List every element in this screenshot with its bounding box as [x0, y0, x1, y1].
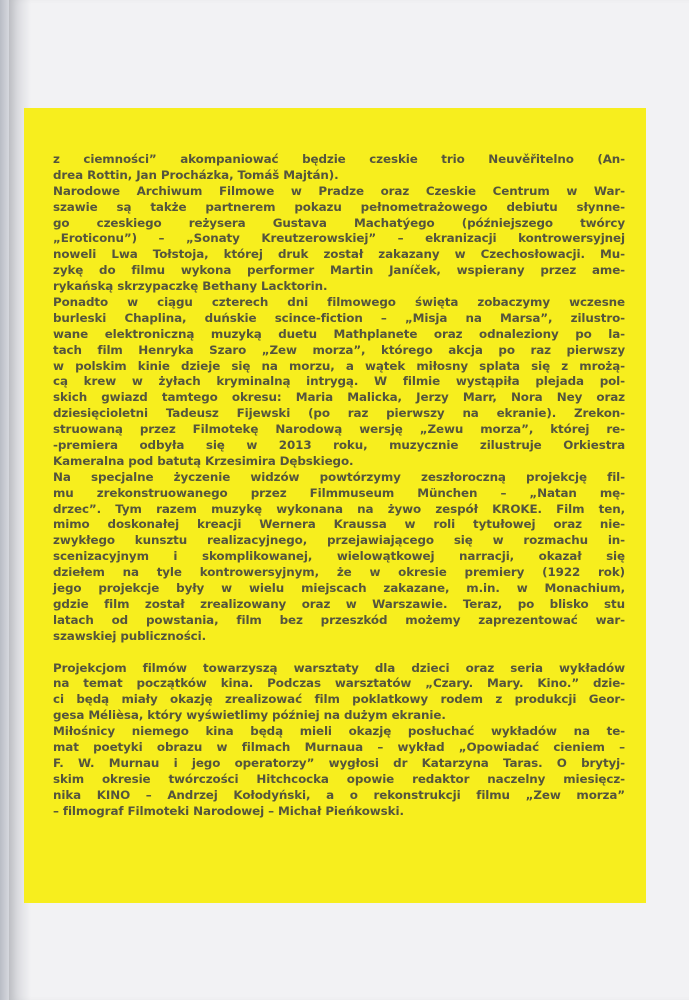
- text-line: Ponadto w ciągu czterech dni filmowego święta zobaczymy wczesne: [53, 295, 625, 310]
- facing-page-edge: [0, 0, 9, 1000]
- text-line: F. W. Murnau i jego operatorzy” wygłosi dr Katarzyna Taras. O brytyj-: [53, 755, 625, 770]
- text-line: z ciemności” akompaniować będzie czeskie trio Neuvěřitelno (An-: [53, 152, 625, 166]
- text-line: mu zrekonstruowanego przez Filmmuseum München – „Natan mę-: [53, 485, 625, 500]
- text-line: na temat początków kina. Podczas warsztatów „Czary. Mary. Kino.” dzie-: [53, 676, 625, 691]
- text-line: skich gwiazd tamtego okresu: Maria Malicka, Jerzy Marr, Nora Ney oraz: [53, 390, 625, 405]
- text-line: Narodowe Archiwum Filmowe w Pradze oraz Czeskie Centrum w War-: [53, 183, 625, 198]
- text-line: szawskiej publiczności.: [53, 628, 207, 643]
- text-line: „Eroticonu”) – „Sonaty Kreutzerowskiej” – ekranizacji kontrowersyjnej: [53, 231, 625, 246]
- text-line: cą krew w żyłach kryminalną intrygą. W filmie wystąpiła plejada pol-: [53, 374, 625, 389]
- text-line: gesa Mélièsa, który wyświetlimy później na dużym ekranie.: [53, 708, 446, 723]
- text-line: w polskim kinie dzieje się na morzu, a wątek miłosny splata się z mrożą-: [53, 358, 625, 373]
- text-line: dziesięcioletni Tadeusz Fijewski (po raz pierwszy na ekranie). Zrekon-: [53, 406, 625, 421]
- text-line: -premiera odbyła się w 2013 roku, muzycznie zilustruje Orkiestra: [53, 438, 625, 453]
- text-line: zykę do filmu wykona performer Martin Janíček, wspierany przez ame-: [53, 263, 625, 278]
- text-line: rykańską skrzypaczkę Bethany Lacktorin.: [53, 279, 328, 294]
- text-line: dziełem na tyle kontrowersyjnym, że w okresie premiery (1922 rok): [53, 565, 625, 580]
- text-line: scenizacyjnym i skomplikowanej, wielowątkowej narracji, okazał się: [53, 549, 625, 564]
- text-line: zwykłego kunsztu realizacyjnego, przejawiającego się w rozmachu in-: [53, 533, 625, 548]
- text-line: mat poetyki obrazu w filmach Murnaua – wykład „Opowiadać cieniem –: [53, 739, 625, 754]
- text-line: Projekcjom filmów towarzyszą warsztaty dla dzieci oraz seria wykładów: [53, 660, 625, 675]
- text-line: burleski Chaplina, duńskie scince-fiction – „Misja na Marsa”, zilustro-: [53, 310, 625, 325]
- text-line: mimo doskonałej kreacji Wernera Kraussa w roli tytułowej oraz nie-: [53, 517, 625, 532]
- body-text: [53, 152, 625, 819]
- text-line: go czeskiego reżysera Gustava Machatýego (późniejszego twórcy: [53, 215, 625, 230]
- text-line: Kameralna pod batutą Krzesimira Dębskiego.: [53, 453, 354, 468]
- text-line: drzec”. Tym razem muzykę wykonana na żywo zespół KROKE. Film ten,: [53, 501, 625, 516]
- text-line: wane elektroniczną muzyką duetu Mathplanete oraz odnaleziony po la-: [53, 326, 625, 341]
- text-line: szawie są także partnerem pokazu pełnometrażowego debiutu słynne-: [53, 199, 625, 214]
- paragraph-gap: [53, 645, 625, 661]
- text-line: tach film Henryka Szaro „Zew morza”, którego akcja po raz pierwszy: [53, 342, 625, 357]
- text-line: ci będą miały okazję zrealizować film poklatkowy rodem z produkcji Geor-: [53, 692, 625, 707]
- text-line: Na specjalne życzenie widzów powtórzymy zeszłoroczną projekcję fil-: [53, 469, 625, 484]
- text-line: Miłośnicy niemego kina będą mieli okazję posłuchać wykładów na te-: [53, 724, 625, 739]
- text-line: jego projekcje były w wielu miejscach zakazane, m.in. w Monachium,: [53, 581, 625, 596]
- text-line: latach od powstania, film bez przeszkód możemy zaprezentować war-: [53, 612, 625, 627]
- text-line: noweli Lwa Tołstoja, której druk został zakazany w Czechosłowacji. Mu-: [53, 247, 625, 262]
- text-line: struowaną przez Filmotekę Narodową wersję „Zewu morza”, której re-: [53, 422, 625, 437]
- text-line: – filmograf Filmoteki Narodowej – Michał Pieńkowski.: [53, 803, 404, 818]
- text-line: gdzie film został zrealizowany oraz w Warszawie. Teraz, po blisko stu: [53, 596, 625, 611]
- text-line: drea Rottin, Jan Procházka, Tomáš Majtán).: [53, 167, 339, 182]
- text-line: nika KINO – Andrzej Kołodyński, a o rekonstrukcji filmu „Zew morza”: [53, 787, 625, 802]
- text-line: skim okresie twórczości Hitchcocka opowie redaktor naczelny miesięcz-: [53, 771, 625, 786]
